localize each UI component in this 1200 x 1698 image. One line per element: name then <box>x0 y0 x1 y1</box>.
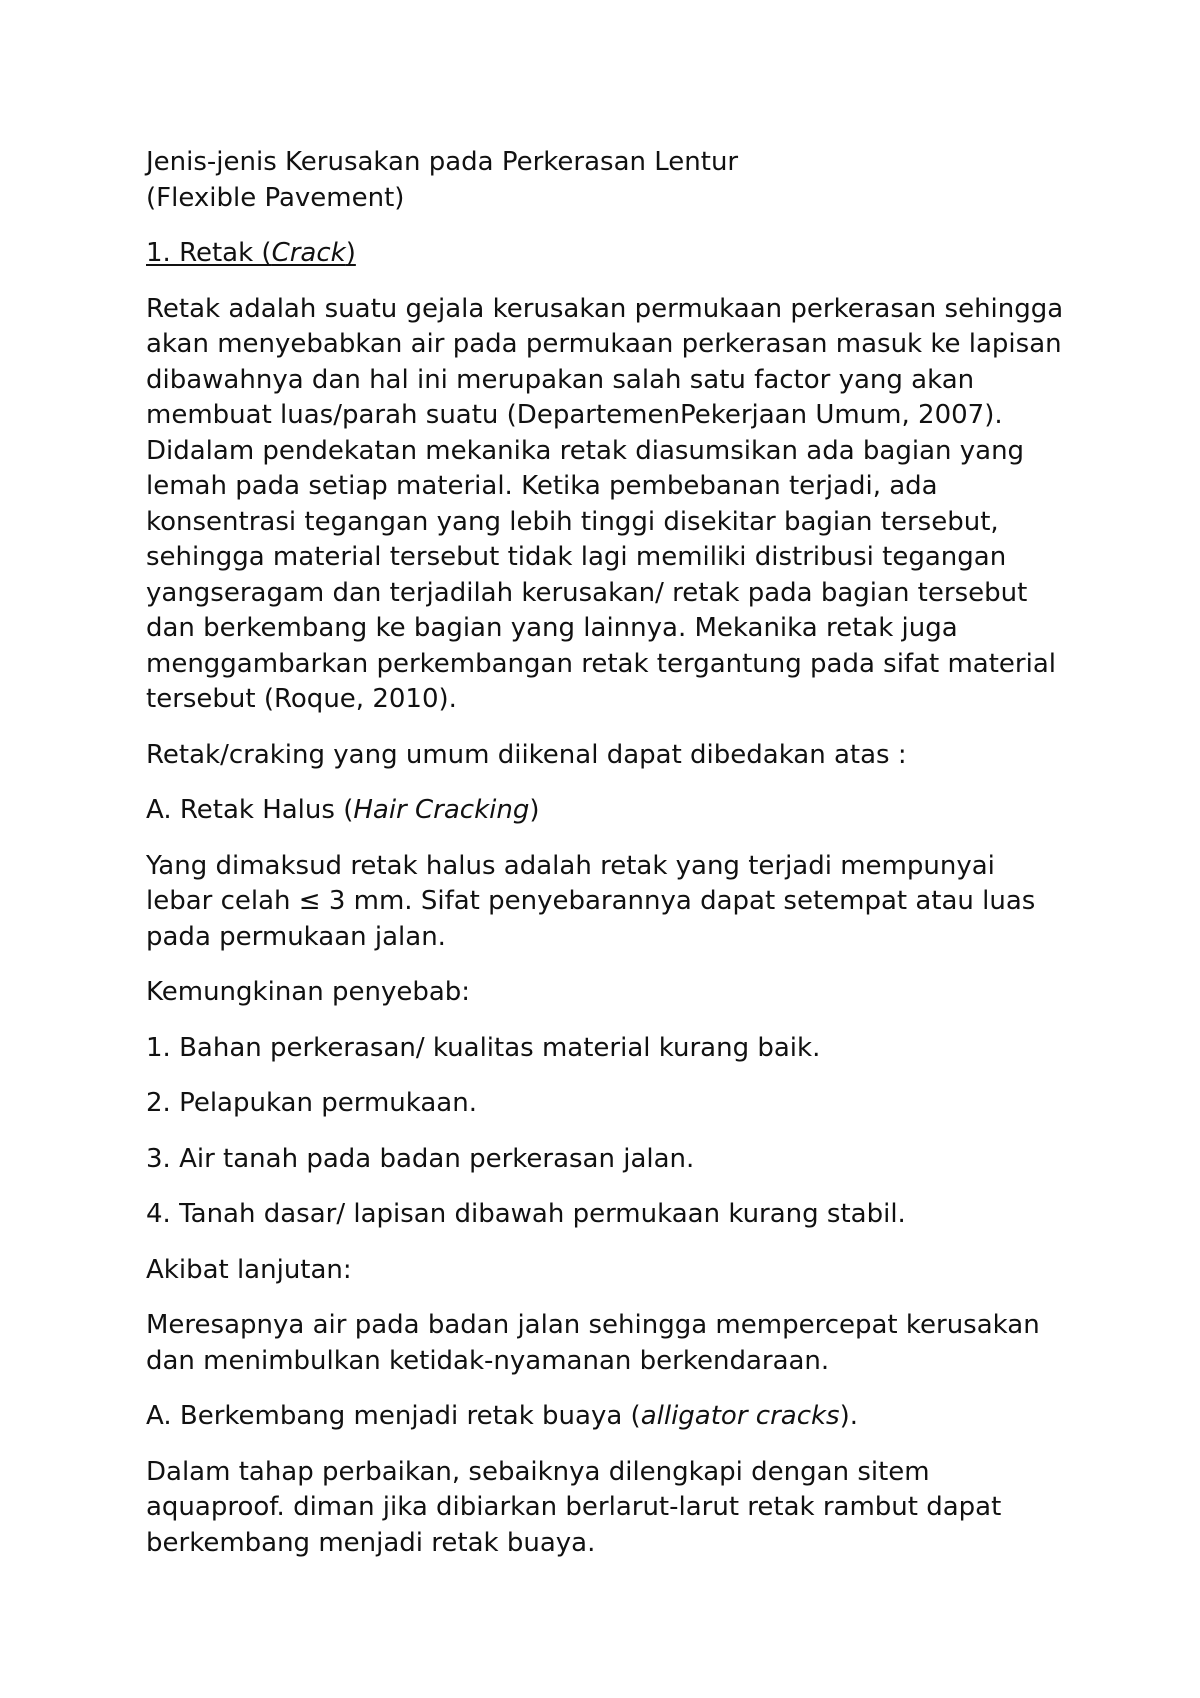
effects-label: Akibat lanjutan: <box>146 1254 352 1285</box>
causes-label: Kemungkinan penyebab: <box>146 977 471 1007</box>
document-page <box>146 145 1066 1581</box>
section-heading-prefix: 1. Retak ( <box>146 238 272 268</box>
paragraph-repair: Dalam tahap perbaikan, sebaiknya dilengkapi dengan sitem aquaproof. diman jika dibiarkan berlarut-larut retak rambut dapat berkembang menjadi retak buaya. <box>146 1456 1002 1558</box>
paragraph-effects: Meresapnya air pada badan jalan sehingga mempercepat kerusakan dan menimbulkan ketidak-nyamanan berkendaraan. <box>146 1310 1040 1376</box>
list-item-cause-3: 3. Air tanah pada badan perkerasan jalan. <box>146 1143 695 1174</box>
title-line-1: Jenis-jenis Kerusakan pada Perkerasan Lentur <box>146 147 739 177</box>
title-line-2: (Flexible Pavement) <box>146 182 405 213</box>
section-heading-suffix: ) <box>345 238 356 268</box>
list-item-cause-1: 1. Bahan perkerasan/ kualitas material kurang baik. <box>146 1032 821 1063</box>
document-title <box>146 145 1066 216</box>
list-item-cause-4: 4. Tanah dasar/ lapisan dibawah permukaan kurang stabil. <box>146 1199 906 1229</box>
section-heading-italic: Crack <box>271 238 346 268</box>
effect-suffix: ). <box>839 1401 859 1431</box>
paragraph-hair-cracking: Yang dimaksud retak halus adalah retak yang terjadi mempunyai lebar celah ≤ 3 mm. Sifat penyebarannya dapat setempat atau luas pada permukaan jalan. <box>146 850 1036 952</box>
effect-alligator-cracks <box>146 1399 1066 1435</box>
section-heading-crack <box>146 236 1066 272</box>
subsection-heading-italic: Hair Cracking <box>353 795 530 825</box>
effect-italic: alligator cracks <box>640 1401 840 1431</box>
effect-prefix: A. Berkembang menjadi retak buaya ( <box>146 1401 641 1431</box>
subsection-heading-suffix: ) <box>529 795 540 825</box>
paragraph-crack-types: Retak/craking yang umum diikenal dapat dibedakan atas : <box>146 739 907 770</box>
paragraph-crack-definition: Retak adalah suatu gejala kerusakan permukaan perkerasan sehingga akan menyebabkan air pada permukaan perkerasan masuk ke lapisan dibawahnya dan hal ini merupakan salah satu factor yang akan membuat luas/parah suatu (DepartemenPekerjaan Umum, 2007). Didalam pendekatan mekanika retak diasumsikan ada bagian yang lemah pada setiap material. Ketika pembebanan terjadi, ada konsentrasi tegangan yang lebih tinggi disekitar bagian tersebut, sehingga material tersebut tidak lagi memiliki distribusi tegangan yangseragam dan terjadilah kerusakan/ retak pada bagian tersebut dan berkembang ke bagian yang lainnya. Mekanika retak juga menggambarkan perkembangan retak tergantung pada sifat material tersebut (Roque, 2010). <box>146 293 1064 714</box>
subsection-heading-prefix: A. Retak Halus ( <box>146 795 354 825</box>
list-item-cause-2: 2. Pelapukan permukaan. <box>146 1088 477 1118</box>
subsection-heading-hair-cracking <box>146 793 1066 829</box>
